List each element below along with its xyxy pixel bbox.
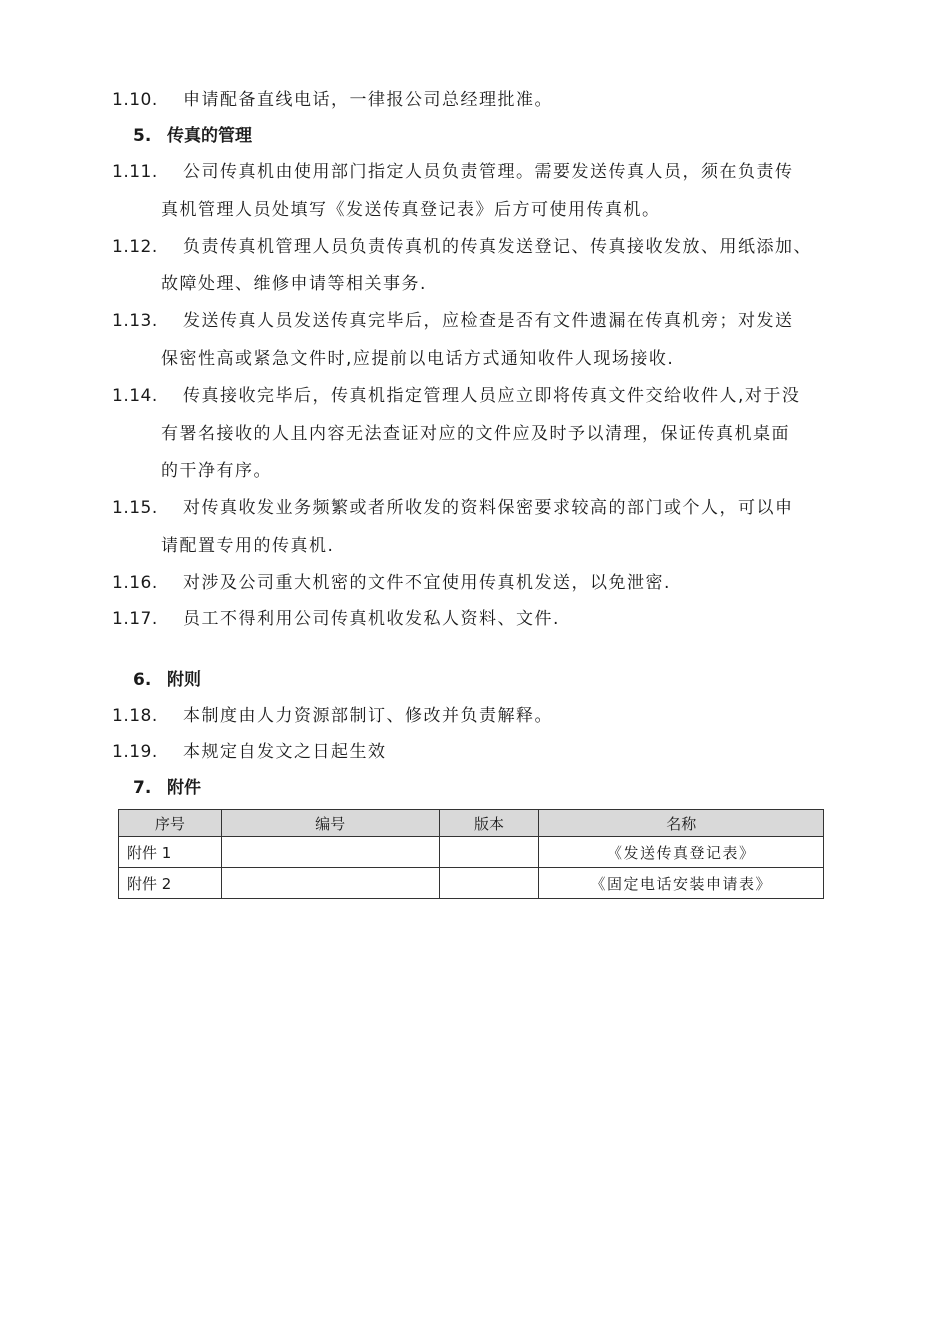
cell-version (439, 837, 539, 868)
item-text: 本制度由人力资源部制订、修改并负责解释。 (183, 706, 553, 726)
section-title: 附则 (167, 670, 201, 690)
item-text: 的干净有序。 (161, 461, 272, 481)
item-text: 本规定自发文之日起生效 (183, 742, 387, 762)
item-number: 1.18. (112, 706, 158, 726)
section-number: 6. (133, 670, 152, 690)
section-number: 5. (133, 126, 152, 146)
item-number: 1.16. (112, 573, 158, 593)
attachments-table (118, 809, 824, 899)
item-text: 保密性高或紧急文件时,应提前以电话方式通知收件人现场接收. (161, 349, 675, 369)
item-text: 负责传真机管理人员负责传真机的传真发送登记、传真接收发放、用纸添加、 (183, 237, 812, 257)
section-heading-7 (133, 776, 201, 800)
item-number: 1.15. (112, 498, 158, 518)
item-number: 1.19. (112, 742, 158, 762)
cell-seq: 附件 2 (119, 868, 222, 899)
section-heading-5 (133, 124, 252, 148)
item-text: 有署名接收的人且内容无法查证对应的文件应及时予以清理，保证传真机桌面 (161, 424, 790, 444)
table-row (119, 868, 824, 899)
item-text: 请配置专用的传真机. (161, 536, 335, 556)
item-number: 1.14. (112, 386, 158, 406)
item-number: 1.10. (112, 90, 158, 110)
section-title: 附件 (167, 778, 201, 798)
header-name: 名称 (539, 810, 824, 837)
table-row (119, 837, 824, 868)
cell-version (439, 868, 539, 899)
header-seq: 序号 (119, 810, 222, 837)
cell-code (221, 837, 439, 868)
item-number: 1.17. (112, 609, 158, 629)
item-text: 公司传真机由使用部门指定人员负责管理。需要发送传真人员，须在负责传 (183, 162, 794, 182)
cell-code (221, 868, 439, 899)
item-text: 传真接收完毕后，传真机指定管理人员应立即将传真文件交给收件人,对于没 (183, 386, 801, 406)
item-text: 对涉及公司重大机密的文件不宜使用传真机发送，以免泄密. (183, 573, 671, 593)
item-number: 1.12. (112, 237, 158, 257)
item-number: 1.11. (112, 162, 158, 182)
header-code: 编号 (221, 810, 439, 837)
table-header-row (119, 810, 824, 837)
item-number: 1.13. (112, 311, 158, 331)
cell-name: 《发送传真登记表》 (539, 837, 824, 868)
item-text: 员工不得利用公司传真机收发私人资料、文件. (183, 609, 560, 629)
item-text: 申请配备直线电话，一律报公司总经理批准。 (183, 90, 553, 110)
cell-name: 《固定电话安装申请表》 (539, 868, 824, 899)
section-heading-6 (133, 668, 201, 692)
section-title: 传真的管理 (167, 126, 252, 146)
cell-seq: 附件 1 (119, 837, 222, 868)
header-version: 版本 (439, 810, 539, 837)
section-number: 7. (133, 778, 152, 798)
item-text: 故障处理、维修申请等相关事务. (161, 274, 427, 294)
item-text: 发送传真人员发送传真完毕后，应检查是否有文件遗漏在传真机旁；对发送 (183, 311, 794, 331)
item-text: 真机管理人员处填写《发送传真登记表》后方可使用传真机。 (161, 200, 661, 220)
item-text: 对传真收发业务频繁或者所收发的资料保密要求较高的部门或个人，可以申 (183, 498, 794, 518)
